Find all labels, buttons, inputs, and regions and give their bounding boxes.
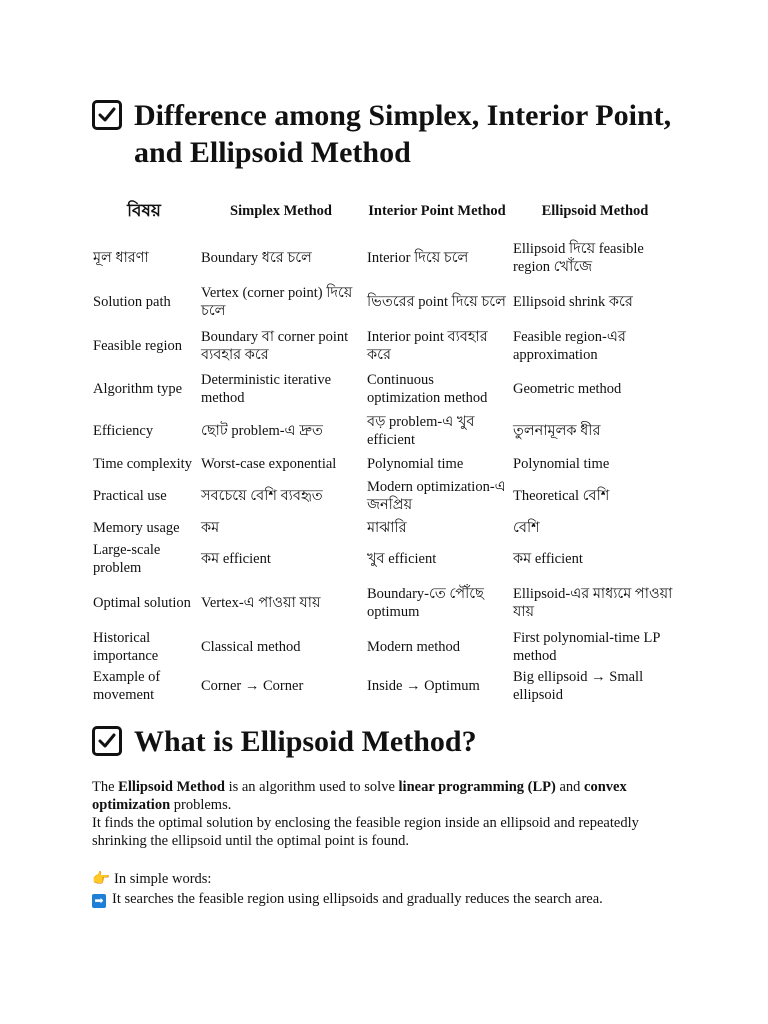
table-cell: মূল ধারণা [93, 250, 149, 266]
table-cell: Deterministic iterative method [201, 372, 332, 406]
heading-title: What is Ellipsoid Method? [134, 725, 477, 758]
table-cell: বড় problem-এ খুব efficient [367, 414, 475, 448]
table-body [90, 236, 680, 706]
table-cell: Historical importance [93, 630, 159, 664]
text: problems. [170, 797, 232, 813]
section-heading-ellipsoid [92, 723, 692, 760]
pointing-hand-icon: 👉 [92, 871, 111, 887]
table-cell: খুব efficient [367, 551, 437, 567]
table-cell: Corner → Corner [201, 678, 304, 694]
table-cell: ছোট problem-এ দ্রুত [201, 423, 323, 439]
table-cell: Continuous optimization method [367, 372, 488, 406]
table-cell: Vertex (corner point) দিয়ে চলে [201, 285, 353, 319]
column-header: Interior Point Method [368, 203, 506, 219]
table-cell: Large-scale problem [93, 542, 161, 576]
table-cell: Ellipsoid দিয়ে feasible region খোঁজে [513, 241, 644, 275]
section-heading-difference [92, 97, 692, 171]
table-cell: Boundary ধরে চলে [201, 250, 312, 266]
table-cell: সবচেয়ে বেশি ব্যবহৃত [201, 488, 323, 504]
text: It finds the optimal solution by enclosing the feasible region inside an ellipsoid and repeatedly shrinking the ellipsoid until the optimal point is found. [92, 815, 639, 849]
text: is an algorithm used to solve [224, 779, 399, 795]
text: and [555, 779, 585, 795]
bold-text: Ellipsoid Method [118, 779, 225, 795]
bold-text: convex optimization [92, 779, 627, 813]
table-row [90, 476, 680, 516]
table-row [90, 666, 680, 706]
checkbox-checked-icon [92, 100, 122, 130]
table-cell: Memory usage [93, 520, 180, 536]
table-cell: Modern method [367, 639, 461, 655]
table-cell: Boundary-তে পৌঁছে optimum [367, 586, 484, 620]
column-header: Ellipsoid Method [541, 203, 649, 219]
table-cell: First polynomial-time LP method [513, 630, 660, 664]
table-cell: Ellipsoid shrink করে [513, 294, 633, 310]
table-cell: Interior point ব্যবহার করে [367, 329, 488, 363]
table-cell: বেশি [513, 520, 540, 536]
table-cell: Algorithm type [93, 381, 183, 397]
table-row [90, 410, 680, 452]
table-cell: Ellipsoid-এর মাধ্যমে পাওয়া যায় [513, 586, 673, 620]
summary-line [92, 890, 692, 908]
definition-paragraph [92, 778, 692, 850]
table-cell: Feasible region-এর approximation [513, 329, 626, 363]
table-cell: Theoretical বেশি [513, 488, 610, 504]
summary-line [92, 870, 692, 888]
comparison-table [90, 186, 680, 706]
table-cell: কম [201, 520, 220, 536]
table-cell: Geometric method [513, 381, 622, 397]
table-cell: Classical method [201, 639, 301, 655]
table-cell: Worst-case exponential [201, 456, 337, 472]
table-cell: Vertex-এ পাওয়া যায় [201, 595, 321, 611]
table-row [90, 368, 680, 410]
right-arrow-box-icon: ➡ [92, 894, 106, 908]
table-row [90, 578, 680, 628]
table-cell: Polynomial time [367, 456, 464, 472]
text: The [92, 779, 119, 795]
summary-paragraph [92, 870, 692, 908]
table-cell: Interior দিয়ে চলে [367, 250, 469, 266]
table-cell: কম efficient [201, 551, 271, 567]
table-row [90, 516, 680, 540]
table-cell: Efficiency [93, 423, 154, 439]
table-cell: Feasible region [93, 338, 182, 354]
text: It searches the feasible region using ellipsoids and gradually reduces the search area. [112, 891, 603, 907]
table-row [90, 628, 680, 666]
table-cell: Inside → Optimum [367, 678, 480, 694]
table-row [90, 280, 680, 324]
table-cell: Boundary বা corner point ব্যবহার করে [201, 329, 349, 363]
column-header: Simplex Method [230, 203, 332, 219]
table-cell: Practical use [93, 488, 167, 504]
table-cell: কম efficient [513, 551, 583, 567]
table-cell: Polynomial time [513, 456, 610, 472]
table-cell: Optimal solution [93, 595, 191, 611]
heading-title: Difference among Simplex, Interior Point, and Ellipsoid Method [134, 99, 672, 169]
checkbox-checked-icon [92, 726, 122, 756]
table-row [90, 540, 680, 578]
table-row [90, 236, 680, 280]
table-cell: তুলনামূলক ধীর [513, 423, 601, 439]
bold-text: linear programming (LP) [398, 779, 556, 795]
table-cell: Example of movement [93, 669, 161, 703]
table-row [90, 324, 680, 368]
table-header-row [90, 186, 680, 236]
table-cell: Time complexity [93, 456, 192, 472]
table-cell: ভিতরের point দিয়ে চলে [367, 294, 506, 310]
column-header: বিষয় [127, 201, 161, 220]
table-cell: Big ellipsoid → Small ellipsoid [513, 669, 644, 703]
text: In simple words: [114, 871, 212, 887]
table-cell: Solution path [93, 294, 171, 310]
table-cell: Modern optimization-এ জনপ্রিয় [367, 479, 506, 513]
table-cell: মাঝারি [367, 520, 407, 536]
table-row [90, 452, 680, 476]
